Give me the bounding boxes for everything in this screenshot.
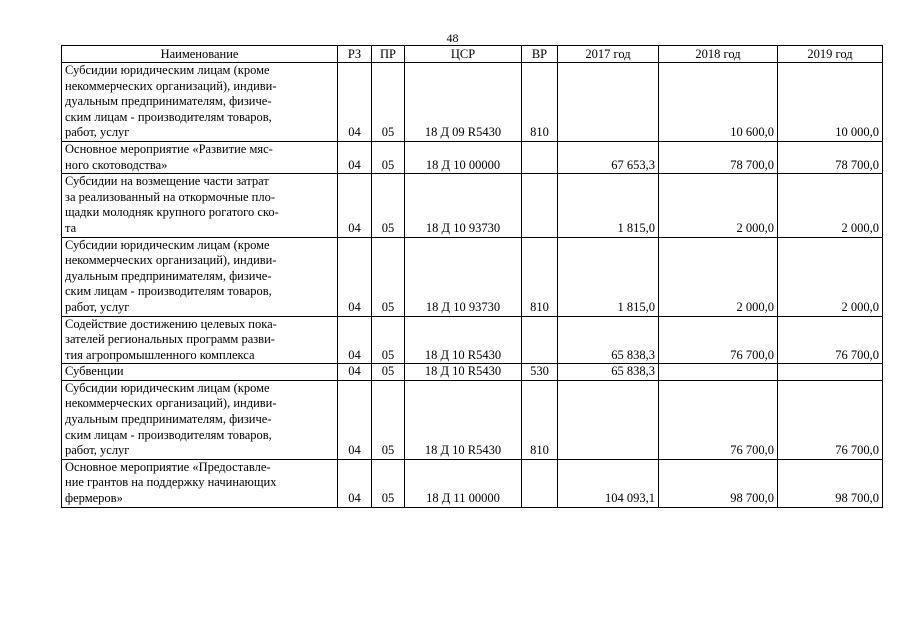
- row-name-line: некоммерческих организаций), индиви-: [65, 78, 277, 93]
- row-name-line: дуальным предпринимателям, физиче-: [65, 94, 272, 109]
- table-header-row: [62, 46, 883, 63]
- row-name-line: работ, услуг: [65, 299, 130, 314]
- header-2017: 2017 год: [558, 46, 659, 63]
- row-name: [62, 316, 338, 364]
- row-2019: 10 000,0: [778, 63, 883, 142]
- row-2018: 78 700,0: [659, 141, 778, 173]
- row-rz: 04: [338, 63, 372, 142]
- row-name-line: за реализованный на откормочные пло-: [65, 189, 276, 204]
- row-name-line: дуальным предпринимателям, физиче-: [65, 268, 272, 283]
- row-2018: 10 600,0: [659, 63, 778, 142]
- row-pr: 05: [372, 364, 405, 381]
- row-name-line: некоммерческих организаций), индиви-: [65, 396, 277, 411]
- row-pr: 05: [372, 174, 405, 237]
- row-rz: 04: [338, 364, 372, 381]
- row-2019: 2 000,0: [778, 237, 883, 316]
- row-name-line: ским лицам - производителям товаров,: [65, 284, 272, 299]
- row-name-line: Субсидии юридическим лицам (кроме: [65, 237, 270, 252]
- row-csr: 18 Д 10 R5430: [405, 316, 522, 364]
- row-2019: 78 700,0: [778, 141, 883, 173]
- row-2017: 1 815,0: [558, 174, 659, 237]
- row-2019: 2 000,0: [778, 174, 883, 237]
- row-pr: 05: [372, 459, 405, 507]
- row-vr: [522, 141, 558, 173]
- row-2018: [659, 364, 778, 381]
- row-2019: 98 700,0: [778, 459, 883, 507]
- row-2017: 1 815,0: [558, 237, 659, 316]
- row-name-line: щадки молодняк крупного рогатого ско-: [65, 205, 279, 220]
- row-name-line: Субсидии юридическим лицам (кроме: [65, 380, 270, 395]
- budget-table: [61, 45, 883, 508]
- row-vr: [522, 316, 558, 364]
- row-rz: 04: [338, 380, 372, 459]
- row-2017: [558, 380, 659, 459]
- row-pr: 05: [372, 63, 405, 142]
- row-name: [62, 141, 338, 173]
- row-csr: 18 Д 10 R5430: [405, 364, 522, 381]
- row-name-line: тия агропромышленного комплекса: [65, 347, 255, 362]
- table-row: [62, 63, 883, 142]
- row-name: [62, 459, 338, 507]
- row-2017: 67 653,3: [558, 141, 659, 173]
- row-pr: 05: [372, 316, 405, 364]
- table-row: [62, 316, 883, 364]
- row-2017: [558, 63, 659, 142]
- row-2017: 65 838,3: [558, 364, 659, 381]
- row-pr: 05: [372, 141, 405, 173]
- row-rz: 04: [338, 459, 372, 507]
- row-csr: 18 Д 11 00000: [405, 459, 522, 507]
- row-pr: 05: [372, 237, 405, 316]
- row-name-line: работ, услуг: [65, 443, 130, 458]
- row-2018: 76 700,0: [659, 316, 778, 364]
- row-rz: 04: [338, 174, 372, 237]
- row-csr: 18 Д 10 93730: [405, 237, 522, 316]
- row-rz: 04: [338, 316, 372, 364]
- row-vr: [522, 459, 558, 507]
- row-csr: 18 Д 10 00000: [405, 141, 522, 173]
- table-row: [62, 237, 883, 316]
- table-row: [62, 459, 883, 507]
- row-name-line: фермеров»: [65, 491, 123, 506]
- table-row: [62, 141, 883, 173]
- row-2018: 76 700,0: [659, 380, 778, 459]
- header-2018: 2018 год: [659, 46, 778, 63]
- row-rz: 04: [338, 141, 372, 173]
- row-vr: 810: [522, 380, 558, 459]
- row-2018: 98 700,0: [659, 459, 778, 507]
- row-name-line: Субвенции: [65, 364, 124, 379]
- row-csr: 18 Д 09 R5430: [405, 63, 522, 142]
- row-name: [62, 174, 338, 237]
- table-row: [62, 364, 883, 381]
- row-csr: 18 Д 10 93730: [405, 174, 522, 237]
- row-vr: 810: [522, 63, 558, 142]
- row-2019: 76 700,0: [778, 380, 883, 459]
- header-name: Наименование: [62, 46, 338, 63]
- row-name-line: некоммерческих организаций), индиви-: [65, 253, 277, 268]
- row-name: [62, 380, 338, 459]
- row-name-line: работ, услуг: [65, 125, 130, 140]
- row-2019: [778, 364, 883, 381]
- row-2017: 65 838,3: [558, 316, 659, 364]
- row-name-line: Основное мероприятие «Развитие мяс-: [65, 141, 273, 156]
- row-2018: 2 000,0: [659, 237, 778, 316]
- row-name: [62, 364, 338, 381]
- header-pr: ПР: [372, 46, 405, 63]
- row-name-line: та: [65, 220, 77, 235]
- row-name-line: Субсидии юридическим лицам (кроме: [65, 63, 270, 77]
- row-vr: [522, 174, 558, 237]
- row-pr: 05: [372, 380, 405, 459]
- row-name-line: ного скотоводства»: [65, 157, 168, 172]
- row-2018: 2 000,0: [659, 174, 778, 237]
- row-name: [62, 237, 338, 316]
- header-rz: РЗ: [338, 46, 372, 63]
- page-number: 48: [446, 31, 459, 45]
- row-name-line: дуальным предпринимателям, физиче-: [65, 412, 272, 427]
- row-name-line: ние грантов на поддержку начинающих: [65, 475, 277, 490]
- row-name-line: зателей региональных программ разви-: [65, 332, 275, 347]
- row-2017: 104 093,1: [558, 459, 659, 507]
- table-row: [62, 174, 883, 237]
- header-2019: 2019 год: [778, 46, 883, 63]
- row-name-line: Содействие достижению целевых пока-: [65, 316, 277, 331]
- row-2019: 76 700,0: [778, 316, 883, 364]
- row-name-line: ским лицам - производителям товаров,: [65, 109, 272, 124]
- row-name-line: Основное мероприятие «Предоставле-: [65, 459, 271, 474]
- row-name-line: Субсидии на возмещение части затрат: [65, 174, 269, 189]
- header-vr: ВР: [522, 46, 558, 63]
- row-csr: 18 Д 10 R5430: [405, 380, 522, 459]
- row-name-line: ским лицам - производителям товаров,: [65, 427, 272, 442]
- row-vr: 530: [522, 364, 558, 381]
- row-vr: 810: [522, 237, 558, 316]
- table-row: [62, 380, 883, 459]
- row-rz: 04: [338, 237, 372, 316]
- header-csr: ЦСР: [405, 46, 522, 63]
- row-name: [62, 63, 338, 142]
